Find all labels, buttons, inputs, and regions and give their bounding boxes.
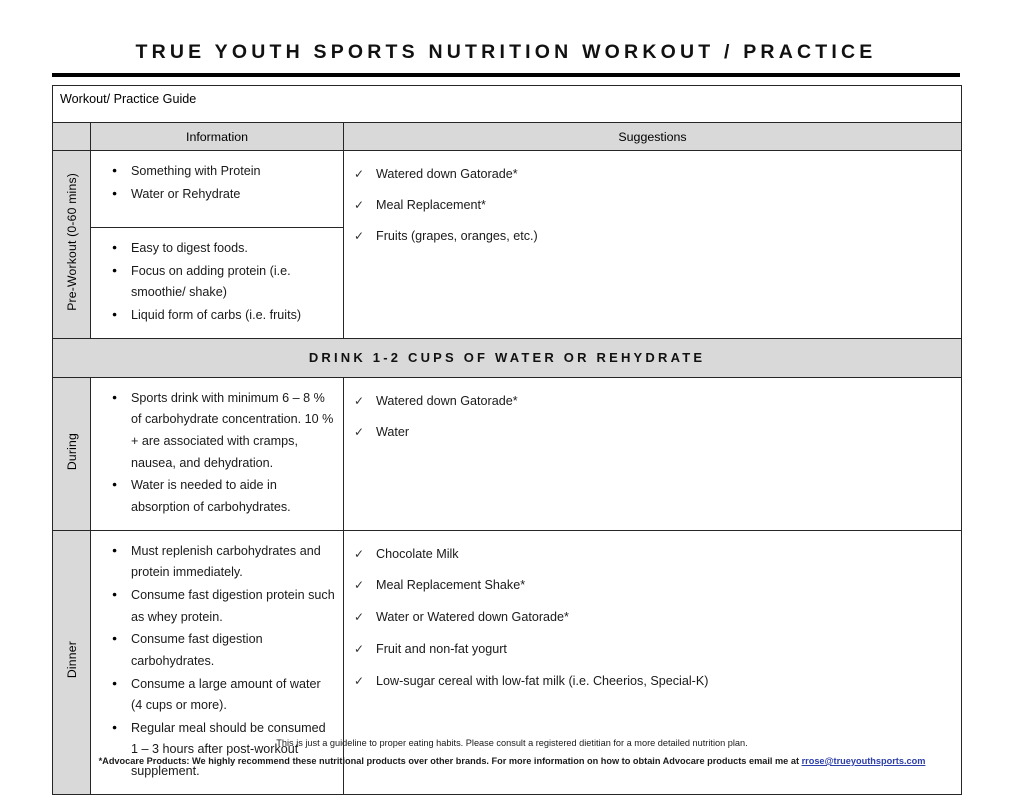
row-label-text: During [64,432,79,470]
table-row-preworkout-a [53,151,962,228]
list-item: ● Liquid form of carbs (i.e. fruits) [131,305,335,327]
list-item: ● Water is needed to aide in absorption of carbohydrates. [131,475,335,518]
footer-advocare-text: *Advocare Products: We highly recommend these nutritional products over other brands. For more information on how to obtain Advocare products email me at [98,755,802,766]
list-item: ✓ Water or Watered down Gatorade* [376,608,953,627]
page-footer [0,735,1024,771]
list-item: ● Sports drink with minimum 6 – 8 % of carbohydrate concentration. 10 % + are associated with cramps, nausea, and dehydration. [131,388,335,475]
guide-label-cell: Workout/ Practice Guide [53,86,962,123]
information-cell-during [91,377,344,530]
column-header-suggestions: Suggestions [344,123,962,151]
bullet-list [91,151,343,216]
bullet-list [91,228,343,338]
table-row-guide [53,86,962,123]
table-row-banner [53,338,962,377]
table-row-headers [53,123,962,151]
bullet-list [91,378,343,530]
email-link[interactable]: rrose@trueyouthsports.com [801,755,926,766]
suggestions-cell-preworkout [344,151,962,339]
footer-disclaimer: This is just a guideline to proper eating habits. Please consult a registered dietitian for a more detailed nutrition plan. [276,738,748,748]
list-item: ● Consume a large amount of water (4 cups or more). [131,674,335,717]
list-item: ● Consume fast digestion carbohydrates. [131,629,335,672]
title-divider [52,73,960,77]
column-header-information: Information [91,123,344,151]
list-item: ✓ Watered down Gatorade* [376,165,953,184]
list-item: ✓ Meal Replacement* [376,196,953,215]
list-item: ● Focus on adding protein (i.e. smoothie/ shake) [131,261,335,304]
list-item: ✓ Fruit and non-fat yogurt [376,640,953,659]
row-label-text: Dinner [64,641,79,679]
list-item: ● Water or Rehydrate [131,184,335,206]
information-cell-preworkout-1 [91,151,344,228]
list-item: ✓ Meal Replacement Shake* [376,576,953,595]
check-list [344,531,961,714]
list-item: ● Easy to digest foods. [131,238,335,260]
list-item: ● Must replenish carbohydrates and protein immediately. [131,541,335,584]
row-label-text: Pre-Workout (0-60 mins) [64,172,79,311]
page-title: TRUE YOUTH SPORTS NUTRITION WORKOUT / PRACTICE [135,41,877,63]
list-item: ● Something with Protein [131,161,335,183]
list-item: ● Regular meal should be consumed 1 – 3 hours after post-workout supplement. [131,718,335,783]
workout-practice-table [52,85,962,795]
list-item: ✓ Fruits (grapes, oranges, etc.) [376,227,953,246]
suggestions-cell-during [344,377,962,530]
row-label-pre-workout [53,151,91,339]
check-list [344,378,961,464]
list-item: ✓ Water [376,423,953,442]
row-label-during [53,377,91,530]
footer-advocare-note [0,753,1024,771]
list-item: ✓ Low-sugar cereal with low-fat milk (i.e. Cheerios, Special-K) [376,672,953,691]
table-row-during [53,377,962,530]
column-header-blank [53,123,91,151]
information-cell-preworkout-2 [91,228,344,339]
list-item: ● Consume fast digestion protein such as whey protein. [131,585,335,628]
drink-water-banner: DRINK 1-2 CUPS OF WATER OR REHYDRATE [53,338,962,377]
list-item: ✓ Chocolate Milk [376,545,953,564]
list-item: ✓ Watered down Gatorade* [376,392,953,411]
check-list [344,151,961,268]
